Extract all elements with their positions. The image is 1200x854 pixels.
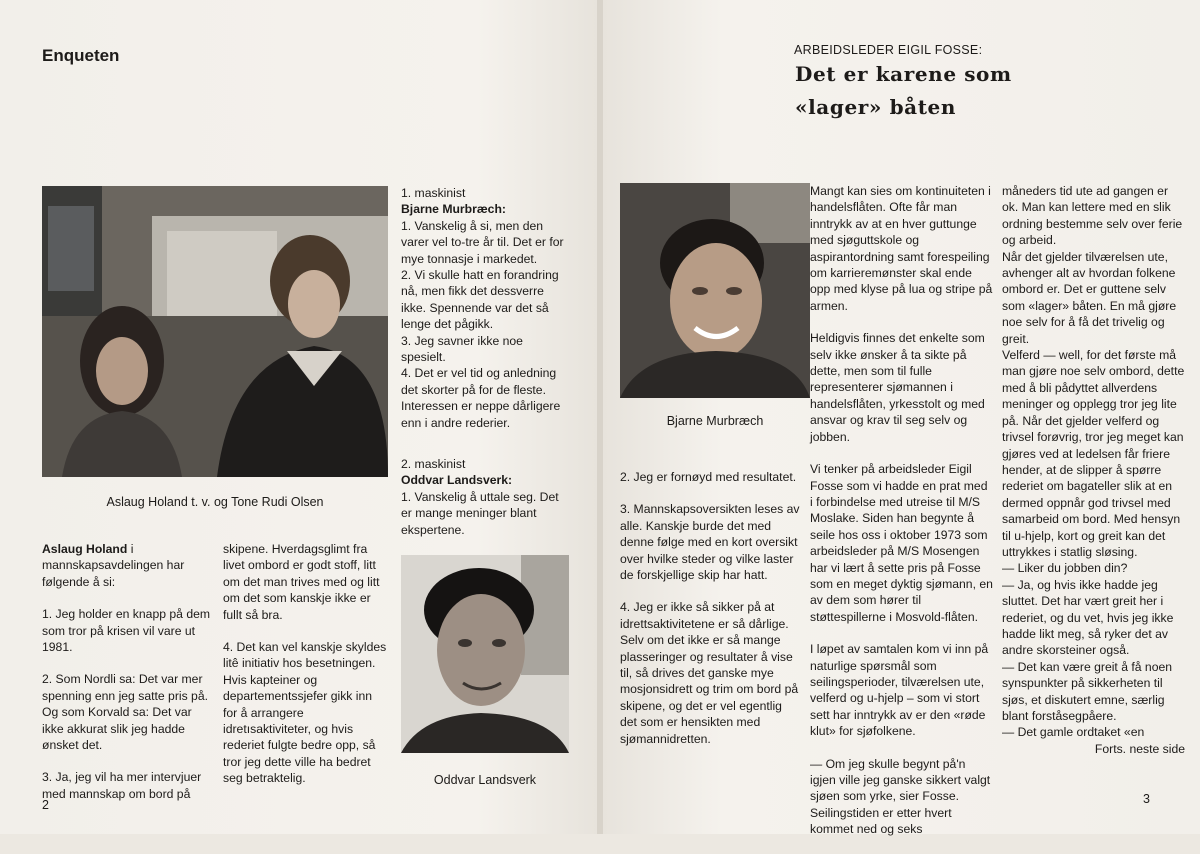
article-kicker: ARBEIDSLEDER EIGIL FOSSE: xyxy=(794,43,983,57)
interview-2-role: 2. maskinist xyxy=(401,457,466,471)
article-p6: måneders tid ute ad gangen er ok. Man kan lettere med en slik ordning bestemme selv over ferie og arbeid. xyxy=(1002,184,1183,248)
interview-2-a1: 1. Vanskelig å uttale seg. Det er mange meninger blant ekspertene. xyxy=(401,489,559,537)
headline-line-2: «lager» båten xyxy=(795,95,957,119)
article-p2: Heldigvis finnes det enkelte som selv ikke ønsker å ta sikte på dette, men som til fulle representerer sjømannen i handelsflåten, yrkesstolt og med ansvar og krav til seg selv og jobben. xyxy=(810,331,985,444)
answer-2: 2. Som Nordli sa: Det var mer spenning enn jeg satte pris på. Og som Korvald sa: Det var ikke akkurat slik jeg hadde ønsket det. xyxy=(42,672,209,753)
portrait-landsverk xyxy=(401,555,569,753)
intro-paragraph xyxy=(42,541,214,590)
interview-1 xyxy=(401,185,571,431)
intro-text: i mannskapsavdelingen har følgende å si: xyxy=(42,542,185,589)
answer-4: 4. Det kan vel kanskje skyldes litê initiativ hos besetningen. Hvis kapteiner og departementssjefer gikk inn for å arrangere idretısaktiviteter, og hvis rederiet fulgte bedre opp, så tror jeg dette ville ha bedret seg betraktelig. xyxy=(223,640,387,786)
right-page xyxy=(603,0,1200,837)
left-col-1 xyxy=(42,541,214,818)
article-p1: Mangt kan sies om kontinuiteten i handelsflåten. Ofte får man inntrykk av at en hver guttunge med sjøguttskole og aspirantordning samt forespeiling om karrieremønster skal ende opp med klyse på lua og stripe på armen. xyxy=(810,184,993,313)
answer-3-right: 3. Mannskapsoversikten leses av alle. Kanskje burde det med denne følge med en kort oversikt over hvilke steder og vilke laster de forskjellige skip har hatt. xyxy=(620,502,800,583)
article-p10: — Det gamle ordtaket «en xyxy=(1002,725,1145,740)
answer-2-right: 2. Jeg er fornøyd med resultatet. xyxy=(620,470,797,484)
interview-1-a2: 2. Vi skulle hatt en forandring nå, men fikk det dessverre ikke. Spennende var det så lenge det pågikk. xyxy=(401,268,559,332)
answer-4-right: 4. Jeg er ikke så sikker på at idrettsaktivitetene er så dårlige. Selv om det ikke er så mange plasseringer og resultater å vise til, så drives det ganske mye mosjonsidrett og trim om bord på skipene, og det er vel egentlig det som er hensikten med sjømannidretten. xyxy=(620,600,799,746)
answer-1: 1. Jeg holder en knapp på dem som tror på krisen vil vare ut 1981. xyxy=(42,607,211,655)
article-p4: I løpet av samtalen kom vi inn på naturlige spørsmål som seilingsperioder, tilværelsen ute, velferd og u-hjelp – som vi stort sett har inntrykk av er den «røde klut» for sjøfolkene. xyxy=(810,642,989,739)
interview-1-a4: 4. Det er vel tid og anledning det skorter på for de fleste. Interessen er neppe dårligere enn i andre rederier. xyxy=(401,366,561,430)
article-p3: Vi tenker på arbeidsleder Eigil Fosse som vi hadde en prat med i forbindelse med utreise til M/S Moslake. Siden han begynte å seile hos oss i oktober 1973 som arbeidsleder på M/S Mosengen har vi lært å sette pris på Fosse som en meget dyktig sjømann, en av dem som hører til støttespillerne i Mosvold-flåten. xyxy=(810,462,993,624)
portrait-landsverk-caption: Oddvar Landsverk xyxy=(433,773,537,787)
section-heading: Enqueten xyxy=(42,46,120,65)
article-p5: — Om jeg skulle begynt på'n igjen ville jeg ganske sikkert valgt sjøen som yrke, sier Fosse. Seilingstiden er etter hvert kommet ned og seks xyxy=(810,756,991,837)
page-number-right: 3 xyxy=(1143,792,1150,806)
interview-2-name: Oddvar Landsverk: xyxy=(401,473,513,488)
left-col-2 xyxy=(223,541,388,803)
article-p7: Når det gjelder tilværelsen ute, avhenger alt av hvordan folkene ombord er. Det er guttene selv som «lager» båten. En må gjøre noe selv for å få det trivelig og greit. xyxy=(1002,249,1177,346)
group-photo xyxy=(42,186,388,477)
article-p8: Velferd — well, for det første må man gjøre noe selv ombord, dette med å bli pådyttet allverdens meninger og opplegg tror jeg lite på. Når det gjelder velferd og trivsel forøvrig, tror jeg meget kan gjøres ved at ledelsen får friere hender, at de slipper å spørre rederiet om bagateller slik at en dermed oppnår god trivsel med samarbeid om bord. Med hensyn til u-hjelp, kort og greit kan det uttrykkes i statlig sløsing. xyxy=(1002,348,1185,559)
right-col-2 xyxy=(810,183,993,854)
right-col-3 xyxy=(1002,183,1185,757)
article-answer: — Ja, og hvis ikke hadde jeg sluttet. Det har vært greit her i rederiet, og du vet, hvis jeg ikke hadde likt meg, så ryker det av andre skorsteiner også. xyxy=(1002,577,1174,658)
left-page xyxy=(0,0,597,834)
portrait-murbraech xyxy=(620,183,810,398)
answer-3-cont: skipene. Hverdagsglimt fra livet ombord er godt stoff, litt om det man trives med og litt om det som kanskje ikke er fullt så bra. xyxy=(223,542,380,622)
answer-3: 3. Ja, jeg vil ha mer intervjuer med mannskap om bord på xyxy=(42,770,202,801)
article-p9: — Det kan være greit å få noen synspunkter på sikkerheten til sjøs, et diskutert emne, særlig blant forståsegpåere. xyxy=(1002,659,1173,723)
interview-1-a1: 1. Vanskelig å si, men den varer vel to-tre år til. Det er for mye tonnasje i markedet. xyxy=(401,218,564,266)
page-number-left: 2 xyxy=(42,798,49,812)
interview-2 xyxy=(401,456,571,538)
group-photo-caption: Aslaug Holand t. v. og Tone Rudi Olsen xyxy=(106,495,324,509)
intro-name: Aslaug Holand xyxy=(42,542,128,556)
right-col-1 xyxy=(620,469,801,763)
interview-1-name: Bjarne Murbræch: xyxy=(401,202,506,217)
interview-1-role: 1. maskinist xyxy=(401,186,466,200)
continued-note: Forts. neste side xyxy=(1094,741,1185,756)
article-question: — Liker du jobben din? xyxy=(1002,561,1128,576)
interview-1-a3: 3. Jeg savner ikke noe spesielt. xyxy=(401,333,523,365)
headline-line-1: Det er karene som xyxy=(795,62,1012,86)
portrait-murbraech-caption: Bjarne Murbræch xyxy=(666,414,764,428)
